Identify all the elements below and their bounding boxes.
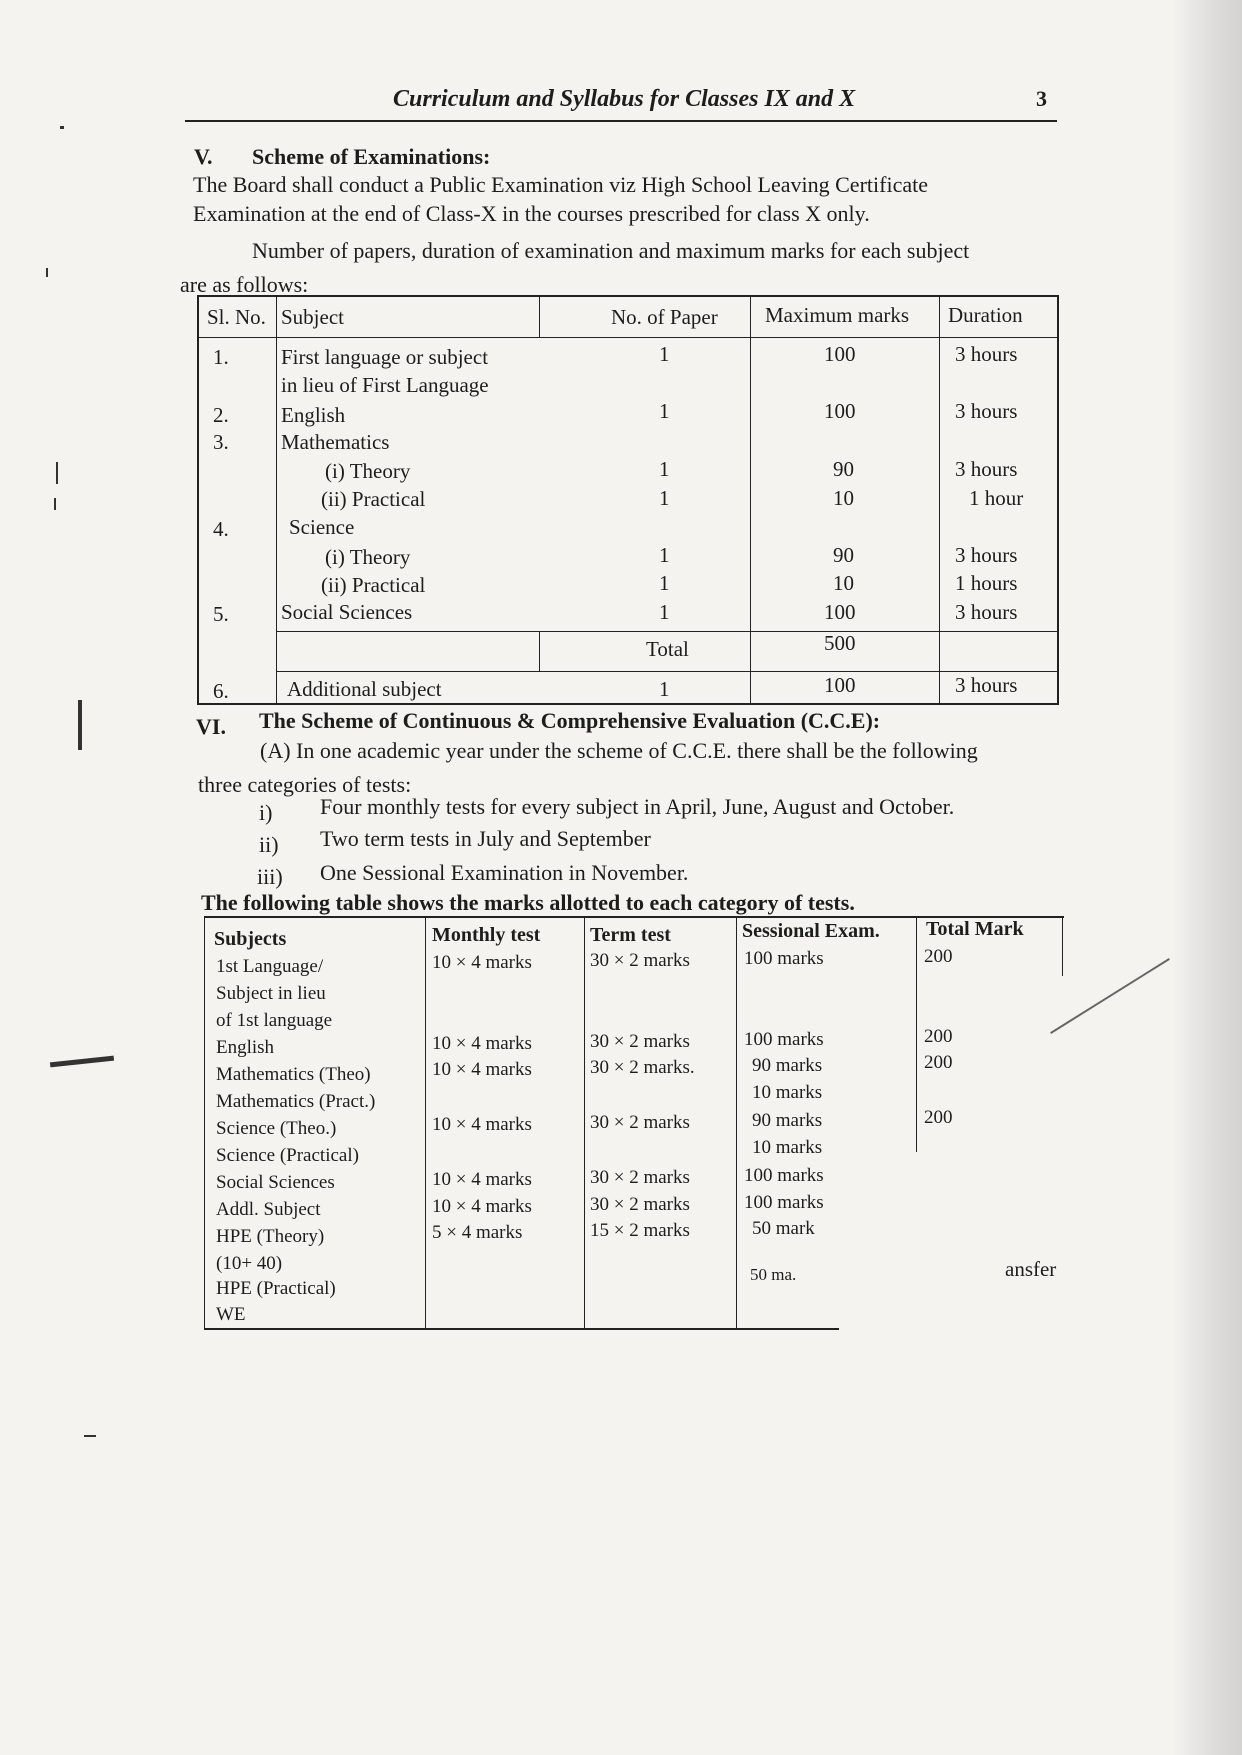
table-cell: 1. [213, 345, 229, 369]
subject-cell: HPE (Practical) [216, 1278, 336, 1299]
table-rule [539, 631, 540, 671]
table-intro: The following table shows the marks allotted to each category of tests. [201, 890, 855, 915]
scan-speck [60, 126, 64, 129]
table-header-sl-no: Sl. No. [207, 305, 266, 329]
table-cell: (ii) Practical [321, 573, 426, 597]
monthly-cell: 5 × 4 marks [432, 1222, 523, 1243]
table-cell: 1 [659, 677, 670, 701]
sessional-cell: 10 marks [752, 1082, 823, 1103]
table-cell: Social Sciences [281, 600, 413, 624]
table-cell: 3 hours [955, 543, 1018, 567]
section-v-number: V. [194, 144, 213, 169]
table-cell: 3 hours [955, 399, 1018, 423]
sessional-cell: 50 mark [752, 1218, 815, 1239]
table-cell: 90 [833, 543, 854, 567]
term-cell: 30 × 2 marks [590, 1031, 690, 1052]
total-cell: 200 [924, 1052, 953, 1073]
subject-cell: HPE (Theory) [216, 1226, 325, 1247]
list-item-number: iii) [257, 864, 283, 889]
table-cell: 100 [824, 600, 856, 624]
table-cell: 10 [833, 486, 854, 510]
scan-speck [50, 1056, 114, 1068]
subject-cell: Subject in lieu [216, 983, 326, 1004]
section-vi-paragraph-line: three categories of tests: [198, 772, 412, 797]
section-v-paragraph-line: are as follows: [180, 272, 309, 297]
marks-header-monthly: Monthly test [432, 924, 541, 946]
table-rule [199, 337, 1057, 338]
subject-cell: Social Sciences [216, 1172, 335, 1193]
table-cell: in lieu of First Language [281, 373, 489, 397]
table-cell: 5. [213, 602, 229, 626]
total-value: 500 [824, 631, 856, 655]
subject-cell: Science (Practical) [216, 1145, 359, 1166]
table-cell: 3 hours [955, 342, 1018, 366]
table-cell: First language or subject [281, 345, 489, 369]
total-cell: 200 [924, 1026, 953, 1047]
table-header-subject: Subject [281, 305, 344, 329]
monthly-cell: 10 × 4 marks [432, 1059, 532, 1080]
subject-cell: Addl. Subject [216, 1199, 321, 1220]
table-cell: Mathematics [281, 430, 390, 454]
total-cell: 200 [924, 946, 953, 967]
table-cell: 1 [659, 600, 670, 624]
scan-streak [1050, 958, 1170, 1034]
list-item-text: Two term tests in July and September [320, 826, 651, 851]
table-rule [916, 916, 917, 1152]
table-rule [750, 297, 751, 703]
page-number: 3 [1036, 86, 1047, 111]
table-cell: English [281, 403, 346, 427]
sessional-cell: 100 marks [744, 948, 824, 969]
term-cell: 30 × 2 marks [590, 950, 690, 971]
table-header-papers: No. of Paper [611, 305, 718, 329]
table-cell: 100 [824, 399, 856, 423]
list-item-number: ii) [259, 832, 279, 857]
monthly-cell: 10 × 4 marks [432, 952, 532, 973]
section-vi-number: VI. [196, 714, 226, 739]
table-rule [276, 297, 277, 703]
sessional-cell: 90 marks [752, 1055, 823, 1076]
marks-header-subjects: Subjects [214, 928, 287, 950]
sessional-cell: 90 marks [752, 1110, 823, 1131]
term-cell: 30 × 2 marks [590, 1194, 690, 1215]
table-cell: 1 [659, 457, 670, 481]
subject-cell: WE [216, 1304, 246, 1325]
subject-cell: 1st Language/ [216, 956, 324, 977]
table-cell: 3 hours [955, 673, 1018, 697]
term-cell: 30 × 2 marks. [590, 1057, 695, 1078]
subject-cell: English [216, 1037, 275, 1058]
table-rule [425, 916, 426, 1330]
monthly-cell: 10 × 4 marks [432, 1114, 532, 1135]
subject-cell: (10+ 40) [216, 1253, 283, 1274]
table-cell: Science [289, 515, 355, 539]
monthly-cell: 10 × 4 marks [432, 1033, 532, 1054]
monthly-cell: 10 × 4 marks [432, 1196, 532, 1217]
subject-cell: Mathematics (Pract.) [216, 1091, 376, 1112]
table-cell: (i) Theory [325, 459, 411, 483]
sessional-cell: 10 marks [752, 1137, 823, 1158]
scan-speck [46, 268, 48, 277]
marks-header-sessional: Sessional Exam. [742, 920, 880, 942]
table-cell: 90 [833, 457, 854, 481]
term-cell: 15 × 2 marks [590, 1220, 690, 1241]
monthly-cell: 10 × 4 marks [432, 1169, 532, 1190]
scan-speck [56, 462, 58, 484]
table-cell: (i) Theory [325, 545, 411, 569]
total-label: Total [646, 637, 689, 661]
scan-speck [84, 1435, 96, 1437]
list-item-text: Four monthly tests for every subject in April, June, August and October. [320, 794, 955, 819]
table-rule [1062, 916, 1063, 976]
table-cell: 100 [824, 342, 856, 366]
table-cell: 1 [659, 571, 670, 595]
table-cell: 10 [833, 571, 854, 595]
table-rule [204, 1328, 839, 1330]
section-v-paragraph-line: Number of papers, duration of examination and maximum marks for each subject [252, 238, 970, 263]
table-cell: 1 [659, 399, 670, 423]
section-v-paragraph-line: The Board shall conduct a Public Examination viz High School Leaving Certificate [193, 172, 928, 197]
table-cell: 1 [659, 543, 670, 567]
table-cell: Additional subject [287, 677, 442, 701]
table-rule [736, 916, 737, 1330]
table-cell: 3 hours [955, 600, 1018, 624]
table-cell: 3. [213, 430, 229, 454]
stray-text-fragment: ansfer [1005, 1257, 1057, 1281]
table-cell: 100 [824, 673, 856, 697]
sessional-cell: 100 marks [744, 1029, 824, 1050]
sessional-cell: 100 marks [744, 1192, 824, 1213]
table-cell: 1 [659, 342, 670, 366]
table-rule [204, 916, 205, 1330]
subject-cell: Mathematics (Theo) [216, 1064, 371, 1085]
page-edge-shadow [1172, 0, 1242, 1755]
subject-cell: of 1st language [216, 1010, 333, 1031]
header-title: Curriculum and Syllabus for Classes IX and X [393, 86, 856, 112]
section-vi-paragraph-line: (A) In one academic year under the scheme of C.C.E. there shall be the following [260, 738, 978, 763]
table-rule [276, 671, 1057, 672]
exam-table [197, 295, 1059, 705]
marks-header-total: Total Mark [926, 918, 1024, 940]
scan-speck [78, 700, 82, 750]
table-cell: 2. [213, 403, 229, 427]
table-rule [584, 916, 585, 1330]
term-cell: 30 × 2 marks [590, 1112, 690, 1133]
marks-table [204, 916, 1064, 1330]
table-cell: (ii) Practical [321, 487, 426, 511]
marks-header-term: Term test [590, 924, 671, 946]
list-item-number: i) [259, 800, 273, 825]
table-cell: 1 hours [955, 571, 1018, 595]
table-header-duration: Duration [948, 303, 1023, 327]
total-cell: 200 [924, 1107, 953, 1128]
table-cell: 3 hours [955, 457, 1018, 481]
section-vi-heading: The Scheme of Continuous & Comprehensive Evaluation (C.C.E): [259, 708, 881, 733]
table-header-max-marks: Maximum marks [765, 303, 910, 327]
table-rule [939, 297, 940, 703]
list-item-text: One Sessional Examination in November. [320, 860, 689, 885]
term-cell: 30 × 2 marks [590, 1167, 690, 1188]
subject-cell: Science (Theo.) [216, 1118, 337, 1139]
scan-speck [54, 498, 56, 510]
sessional-cell: 50 ma. [750, 1265, 797, 1284]
table-rule [276, 631, 1057, 632]
table-cell: 1 hour [969, 486, 1024, 510]
table-rule [539, 297, 540, 337]
section-v-heading: Scheme of Examinations: [252, 144, 491, 169]
table-cell: 1 [659, 486, 670, 510]
running-header [185, 84, 1057, 122]
table-cell: 4. [213, 517, 229, 541]
section-v-paragraph-line: Examination at the end of Class-X in the courses prescribed for class X only. [193, 201, 870, 226]
table-cell: 6. [213, 679, 229, 703]
sessional-cell: 100 marks [744, 1165, 824, 1186]
